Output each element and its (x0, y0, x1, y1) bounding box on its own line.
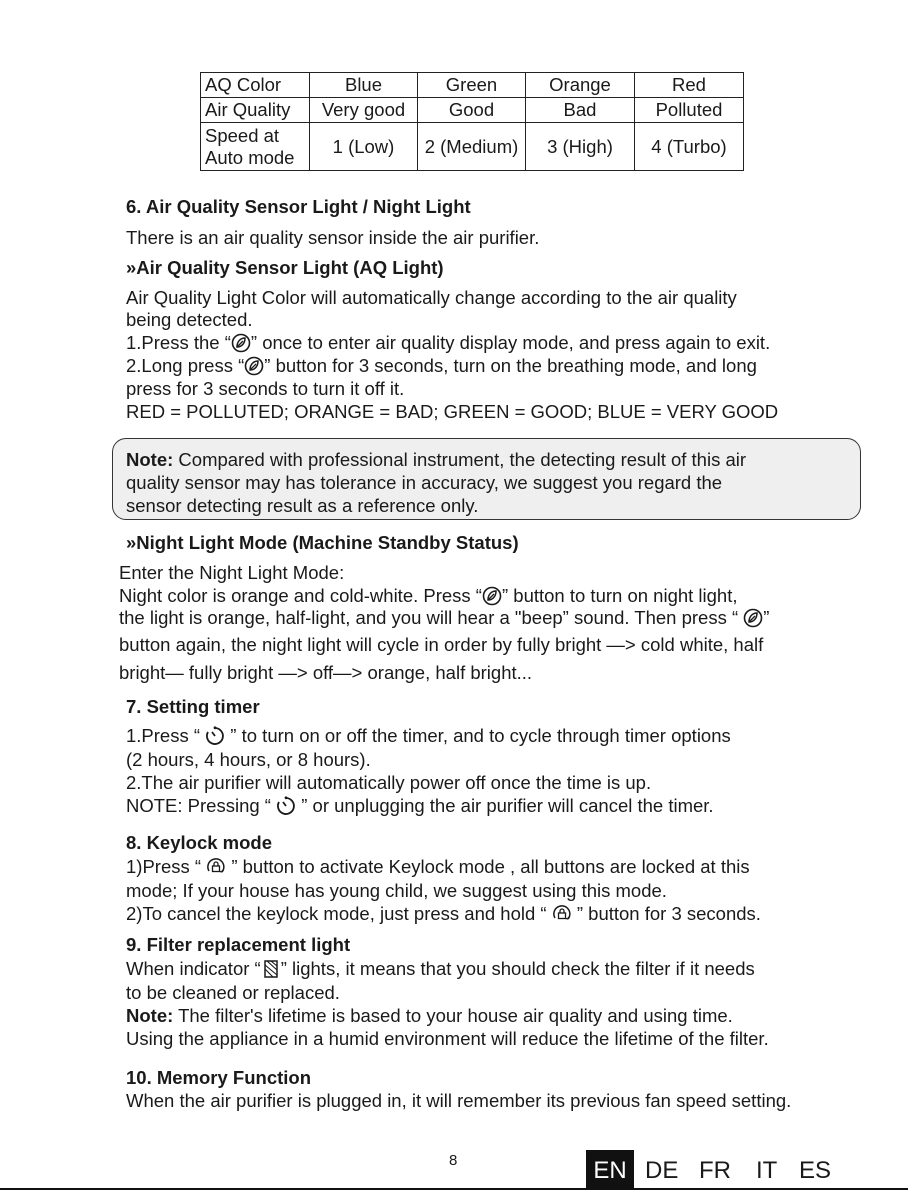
table-cell: 2 (Medium) (418, 123, 526, 171)
air-quality-table (200, 72, 744, 171)
table-cell: 3 (High) (526, 123, 635, 171)
leaf-icon (482, 586, 502, 606)
leaf-icon (244, 356, 264, 376)
page-number: 8 (449, 1152, 458, 1169)
table-cell: Orange (526, 73, 635, 98)
table-cell: AQ Color (201, 73, 310, 98)
paragraph-line: 2)To cancel the keylock mode, just press and hold “ ” button for 3 seconds. (126, 903, 761, 924)
note-line: quality sensor may has tolerance in accuracy, we suggest you regard the (126, 472, 723, 493)
paragraph-line: 1.Press the “ ” once to enter air quality display mode, and press again to exit. (126, 332, 771, 353)
table-row (201, 73, 744, 98)
section-heading: 6. Air Quality Sensor Light / Night Light (126, 196, 471, 217)
table-cell: Green (418, 73, 526, 98)
table-cell: Red (635, 73, 744, 98)
paragraph-line: button again, the night light will cycle in order by fully bright —> cold white, half (119, 634, 764, 655)
language-de[interactable]: DE (645, 1157, 679, 1184)
section-heading: 10. Memory Function (126, 1067, 312, 1088)
table-cell: Air Quality (201, 98, 310, 123)
paragraph-line: Air Quality Light Color will automatically change according to the air quality (126, 287, 737, 308)
table-row (201, 123, 744, 171)
paragraph-line: bright— fully bright —> off—> orange, half bright... (119, 662, 533, 683)
paragraph-line: When indicator “ ” lights, it means that you should check the filter if it needs (126, 958, 755, 979)
paragraph-line: being detected. (126, 309, 253, 330)
table-cell: 4 (Turbo) (635, 123, 744, 171)
table-cell: Speed at Auto mode (201, 123, 310, 171)
table-cell: Polluted (635, 98, 744, 123)
table-cell: Good (418, 98, 526, 123)
paragraph-line: 2.Long press “ ” button for 3 seconds, turn on the breathing mode, and long (126, 355, 757, 376)
subsection-heading: »Air Quality Sensor Light (AQ Light) (126, 257, 444, 278)
paragraph-line: 1)Press “ ” button to activate Keylock mode , all buttons are locked at this (126, 856, 750, 877)
table-cell: Bad (526, 98, 635, 123)
paragraph-line: 1.Press “ ” to turn on or off the timer, and to cycle through timer options (126, 725, 731, 746)
lock-icon (206, 857, 226, 877)
note-line: Note: Compared with professional instrument, the detecting result of this air (126, 449, 747, 470)
section-heading: 7. Setting timer (126, 696, 260, 717)
paragraph-line: the light is orange, half-light, and you will hear a "beep” sound. Then press “ ” (119, 607, 770, 628)
paragraph-line: to be cleaned or replaced. (126, 982, 340, 1003)
section-heading: 9. Filter replacement light (126, 934, 351, 955)
leaf-icon (231, 333, 251, 353)
language-en[interactable]: EN (586, 1150, 634, 1190)
paragraph-line: mode; If your house has young child, we suggest using this mode. (126, 880, 667, 901)
table-cell: 1 (Low) (310, 123, 418, 171)
paragraph-line: Note: The filter's lifetime is based to your house air quality and using time. (126, 1005, 733, 1026)
timer-icon (205, 726, 225, 746)
paragraph-line: There is an air quality sensor inside the air purifier. (126, 227, 540, 248)
timer-icon (276, 796, 296, 816)
filter-icon (261, 959, 281, 979)
leaf-icon (743, 608, 763, 628)
language-es[interactable]: ES (799, 1157, 832, 1184)
language-fr[interactable]: FR (699, 1157, 731, 1184)
table-row (201, 98, 744, 123)
language-it[interactable]: IT (756, 1157, 778, 1184)
paragraph-line: press for 3 seconds to turn it off it. (126, 378, 405, 399)
paragraph-line: Using the appliance in a humid environment will reduce the lifetime of the filter. (126, 1028, 769, 1049)
paragraph-line: 2.The air purifier will automatically power off once the time is up. (126, 772, 652, 793)
paragraph-line: (2 hours, 4 hours, or 8 hours). (126, 749, 371, 770)
section-heading: 8. Keylock mode (126, 832, 273, 853)
paragraph-line: Enter the Night Light Mode: (119, 562, 345, 583)
paragraph-line: RED = POLLUTED; ORANGE = BAD; GREEN = GOOD; BLUE = VERY GOOD (126, 401, 779, 422)
paragraph-line: Night color is orange and cold-white. Press “ ” button to turn on night light, (119, 585, 738, 606)
table-cell: Blue (310, 73, 418, 98)
lock-icon (552, 904, 572, 924)
table-cell: Very good (310, 98, 418, 123)
footer-divider (0, 1188, 908, 1190)
paragraph-line: When the air purifier is plugged in, it will remember its previous fan speed setting. (126, 1090, 792, 1111)
paragraph-line: NOTE: Pressing “ ” or unplugging the air purifier will cancel the timer. (126, 795, 714, 816)
subsection-heading: »Night Light Mode (Machine Standby Status) (126, 532, 519, 553)
note-line: sensor detecting result as a reference only. (126, 495, 479, 516)
